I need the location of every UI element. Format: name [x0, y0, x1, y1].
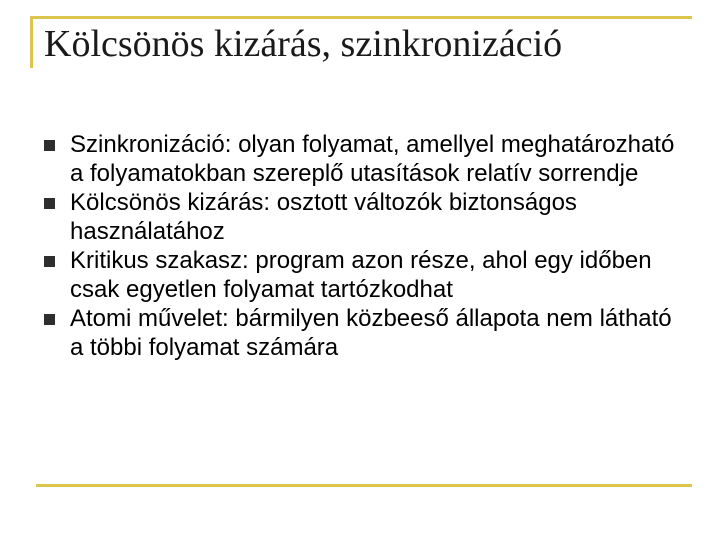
- bullet-item: [44, 304, 684, 362]
- bullet-item: [44, 130, 684, 188]
- frame-left-rule: [30, 16, 33, 68]
- bullet-list: [44, 130, 684, 362]
- bullet-text: Kölcsönös kizárás: osztott változók biztonságos használatához: [70, 189, 577, 245]
- square-bullet-icon: [44, 256, 55, 267]
- bullet-item: [44, 188, 684, 246]
- bullet-item: [44, 246, 684, 304]
- bullet-text: Szinkronizáció: olyan folyamat, amellyel meghatározható a folyamatokban szereplő utasítások relatív sorrendje: [70, 131, 675, 187]
- bullet-text: Atomi művelet: bármilyen közbeeső állapota nem látható a többi folyamat számára: [70, 305, 672, 361]
- square-bullet-icon: [44, 140, 55, 151]
- frame-top-rule: [30, 16, 692, 19]
- square-bullet-icon: [44, 198, 55, 209]
- bullet-text: Kritikus szakasz: program azon része, ahol egy időben csak egyetlen folyamat tartózkodhat: [70, 247, 652, 303]
- slide-title: Kölcsönös kizárás, szinkronizáció: [44, 23, 563, 65]
- square-bullet-icon: [44, 314, 55, 325]
- frame-bottom-rule: [36, 484, 692, 487]
